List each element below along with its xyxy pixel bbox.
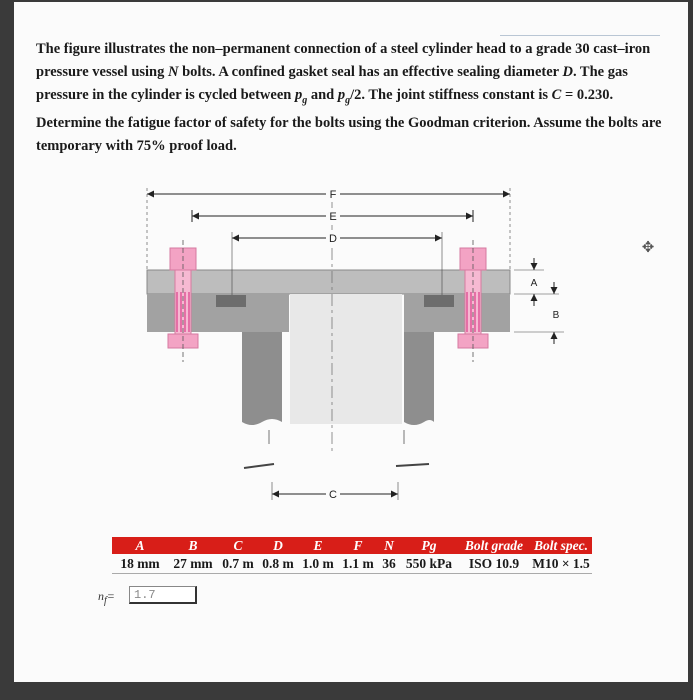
param-header: F: [353, 537, 363, 553]
problem-text-part: . The gas pressure in the cylinder is cycled between: [36, 64, 628, 103]
dim-b-label: B: [552, 310, 560, 321]
param-value: M10 × 1.5: [532, 555, 590, 571]
param-header: A: [135, 537, 145, 553]
param-header: Bolt spec.: [534, 537, 588, 553]
parameters-table: [112, 537, 592, 574]
param-value: 0.8 m: [262, 555, 294, 571]
vessel-wall-left: [242, 332, 282, 425]
param-header: D: [273, 537, 283, 553]
param-header: Bolt grade: [464, 537, 524, 553]
problem-text-part: /2. The joint stiffness constant is: [350, 87, 552, 103]
fatigue-factor-input[interactable]: [129, 586, 197, 604]
dim-a-label: A: [530, 278, 538, 289]
problem-text-part: and: [307, 87, 338, 103]
param-value: 1.1 m: [342, 555, 374, 571]
parameters-header-row: [112, 537, 592, 554]
param-header: Pg: [421, 537, 437, 553]
vessel-wall-right: [404, 332, 434, 425]
var-g: g: [345, 94, 351, 106]
dim-e-label: E: [329, 211, 337, 223]
answer-label: $n_f=$: [98, 589, 115, 607]
param-value: 27 mm: [173, 555, 213, 571]
answer-label-sub: f: [104, 595, 107, 607]
var-g: g: [302, 94, 308, 106]
var-c: C: [551, 87, 562, 103]
param-value: 36: [382, 555, 396, 571]
problem-text-part: The figure illustrates the non–permanent connection of a steel cylinder head to a grade 30 cast–iron pressure vessel using: [36, 41, 651, 80]
dim-c-label: C: [329, 489, 337, 501]
param-value: 1.0 m: [302, 555, 334, 571]
parameters-value-row: [112, 554, 592, 574]
vessel-cavity: [290, 294, 402, 424]
param-value: ISO 10.9: [468, 555, 520, 571]
var-p: p: [337, 87, 346, 103]
param-header: N: [384, 537, 394, 553]
dim-d-label: D: [329, 233, 337, 245]
bolted-joint-figure: [114, 182, 614, 512]
param-value: 18 mm: [120, 555, 160, 571]
gasket-left: [216, 295, 246, 307]
param-header: B: [188, 537, 198, 553]
move-cursor-icon: ✥: [641, 240, 655, 256]
var-n: N: [168, 64, 179, 80]
param-header: E: [313, 537, 323, 553]
param-value: 550 kPa: [405, 555, 453, 571]
problem-text-part: bolts. A confined gasket seal has an effective sealing diameter: [178, 64, 563, 80]
var-d: D: [562, 64, 573, 80]
gasket-right: [424, 295, 454, 307]
vessel-flange-right: [404, 294, 510, 332]
problem-page: [14, 2, 688, 682]
var-p: p: [294, 87, 303, 103]
problem-text-part: = 0.230. Determine the fatigue factor of safety for the bolts using the Goodman criterion. Assume the bolts are temporary with 75% proof load.: [36, 87, 662, 154]
param-value: 0.7 m: [222, 555, 254, 571]
param-header: C: [233, 537, 243, 553]
top-rule: [500, 35, 660, 36]
dim-f-label: F: [329, 189, 337, 201]
answer-label-var: n: [98, 589, 104, 603]
cylinder-head: [147, 270, 510, 294]
problem-text: [36, 38, 666, 158]
